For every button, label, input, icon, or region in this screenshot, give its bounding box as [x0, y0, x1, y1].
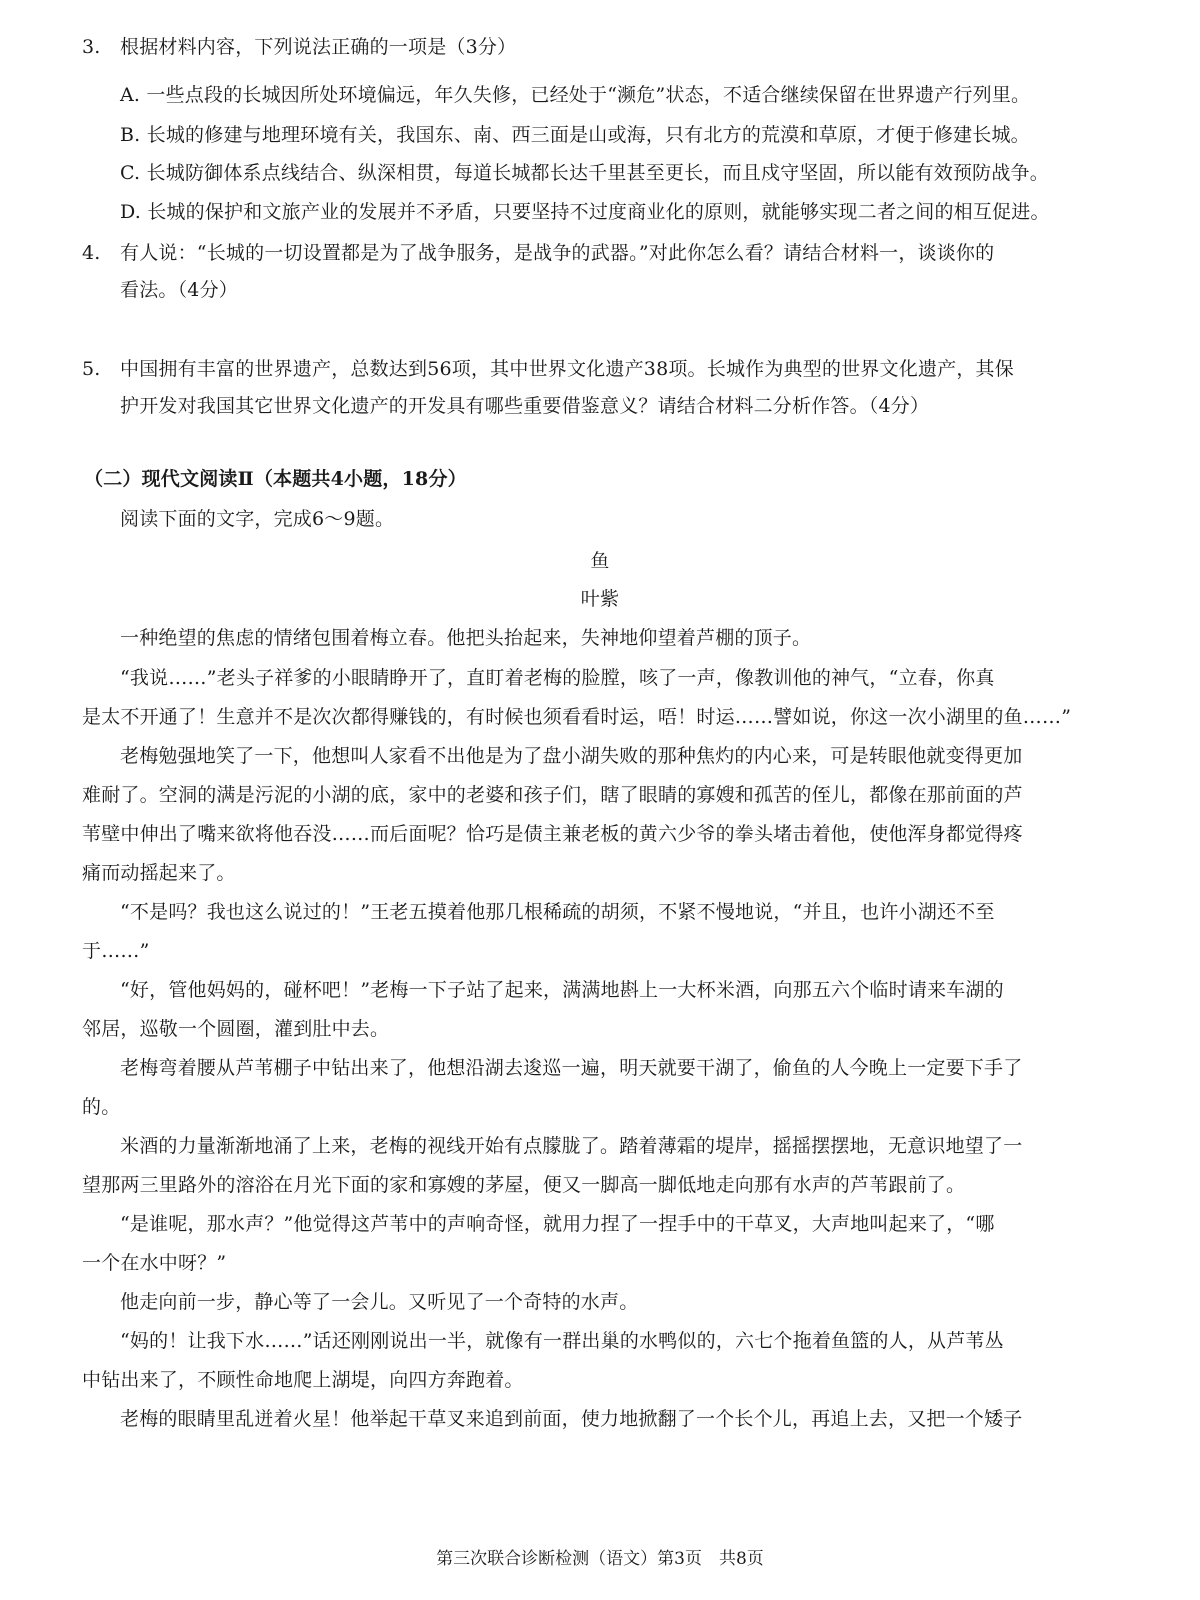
- story-title: 鱼: [590, 550, 610, 572]
- story-line: 的。: [82, 1096, 121, 1118]
- story-line: 他走向前一步，静心等了一会儿。又听见了一个奇特的水声。: [120, 1291, 639, 1313]
- question-5-line-2: 护开发对我国其它世界文化遗产的开发具有哪些重要借鉴意义？请结合材料二分析作答。（4分）: [120, 395, 930, 417]
- question-4-answer-space: [120, 310, 1080, 350]
- question-5-number: 5.: [82, 358, 101, 380]
- story-line: 是太不开通了！生意并不是次次都得赚钱的，有时候也须看看时运，唔！时运……譬如说，你这一次小湖里的鱼……”: [82, 706, 1072, 728]
- question-3-stem: 根据材料内容，下列说法正确的一项是（3分）: [120, 36, 517, 58]
- story-line: “妈的！让我下水……”话还刚刚说出一半，就像有一群出巢的水鸭似的，六七个拖着鱼篮的人，从芦苇丛: [120, 1330, 1004, 1352]
- section-heading: （二）现代文阅读Ⅱ（本题共4小题，18分）: [84, 468, 467, 490]
- story-line: 望那两三里路外的溶浴在月光下面的家和寡嫂的茅屋，便又一脚高一脚低地走向那有水声的芦苇跟前了。: [82, 1174, 966, 1196]
- story-line: 难耐了。空洞的满是污泥的小湖的底，家中的老婆和孩子们，瞎了眼睛的寡嫂和孤苦的侄儿，都像在那前面的芦: [82, 784, 1023, 806]
- question-3-number: 3.: [82, 36, 101, 58]
- story-line: 米酒的力量渐渐地涌了上来，老梅的视线开始有点朦胧了。踏着薄霜的堤岸，摇摇摆摆地，无意识地望了一: [120, 1135, 1023, 1157]
- story-line: 中钻出来了，不顾性命地爬上湖堤，向四方奔跑着。: [82, 1369, 524, 1391]
- story-line: 痛而动摇起来了。: [82, 862, 236, 884]
- question-4-line-1: 有人说：“长城的一切设置都是为了战争服务，是战争的武器。”对此你怎么看？请结合材料一，谈谈你的: [120, 242, 995, 264]
- page-footer: 第三次联合诊断检测（语文）第3页 共8页: [436, 1549, 764, 1569]
- question-3-option-d: D. 长城的保护和文旅产业的发展并不矛盾，只要坚持不过度商业化的原则，就能够实现二者之间的相互促进。: [120, 201, 1050, 223]
- story-line: 一种绝望的焦虑的情绪包围着梅立春。他把头抬起来，失神地仰望着芦棚的顶子。: [120, 627, 812, 649]
- story-line: 老梅的眼睛里乱迸着火星！他举起干草叉来追到前面，使力地掀翻了一个长个儿，再追上去，又把一个矮子: [120, 1408, 1023, 1430]
- story-author: 叶紫: [580, 588, 620, 610]
- question-4-number: 4.: [82, 242, 101, 264]
- story-line: 老梅勉强地笑了一下，他想叫人家看不出他是为了盘小湖失败的那种焦灼的内心来，可是转眼他就变得更加: [120, 745, 1023, 767]
- question-3-option-a: A. 一些点段的长城因所处环境偏远，年久失修，已经处于“濒危”状态，不适合继续保留在世界遗产行列里。: [120, 84, 1031, 106]
- story-line: 邻居，巡敬一个圆圈，灌到肚中去。: [82, 1018, 390, 1040]
- story-line: “不是吗？我也这么说过的！”王老五摸着他那几根稀疏的胡须，不紧不慢地说，“并且，也许小湖还不至: [120, 901, 995, 923]
- story-line: 老梅弯着腰从芦苇棚子中钻出来了，他想沿湖去逡巡一遍，明天就要干湖了，偷鱼的人今晚上一定要下手了: [120, 1057, 1023, 1079]
- story-line: 于……”: [82, 940, 150, 962]
- story-line: 一个在水中呀？”: [82, 1252, 227, 1274]
- question-5-line-1: 中国拥有丰富的世界遗产，总数达到56项，其中世界文化遗产38项。长城作为典型的世界文化遗产，其保: [120, 358, 1014, 380]
- story-line: 苇壁中伸出了嘴来欲将他吞没……而后面呢？恰巧是债主兼老板的黄六少爷的拳头堵击着他，使他浑身都觉得疼: [82, 823, 1023, 845]
- story-line: “好，管他妈妈的，碰杯吧！”老梅一下子站了起来，满满地斟上一大杯米酒，向那五六个临时请来车湖的: [120, 979, 1004, 1001]
- reading-instruction: 阅读下面的文字，完成6～9题。: [120, 508, 395, 530]
- question-4-line-2: 看法。（4分）: [120, 279, 238, 301]
- question-3-option-c: C. 长城防御体系点线结合、纵深相贯，每道长城都长达千里甚至更长，而且戍守坚固，所以能有效预防战争。: [120, 162, 1049, 184]
- story-line: “是谁呢，那水声？”他觉得这芦苇中的声响奇怪，就用力捏了一捏手中的干草叉，大声地叫起来了，“哪: [120, 1213, 995, 1235]
- question-3-option-b: B. 长城的修建与地理环境有关，我国东、南、西三面是山或海，只有北方的荒漠和草原，才便于修建长城。: [120, 124, 1030, 146]
- story-line: “我说……”老头子祥爹的小眼睛睁开了，直盯着老梅的脸膛，咳了一声，像教训他的神气，“立春，你真: [120, 667, 995, 689]
- question-5-answer-space: [120, 426, 1080, 466]
